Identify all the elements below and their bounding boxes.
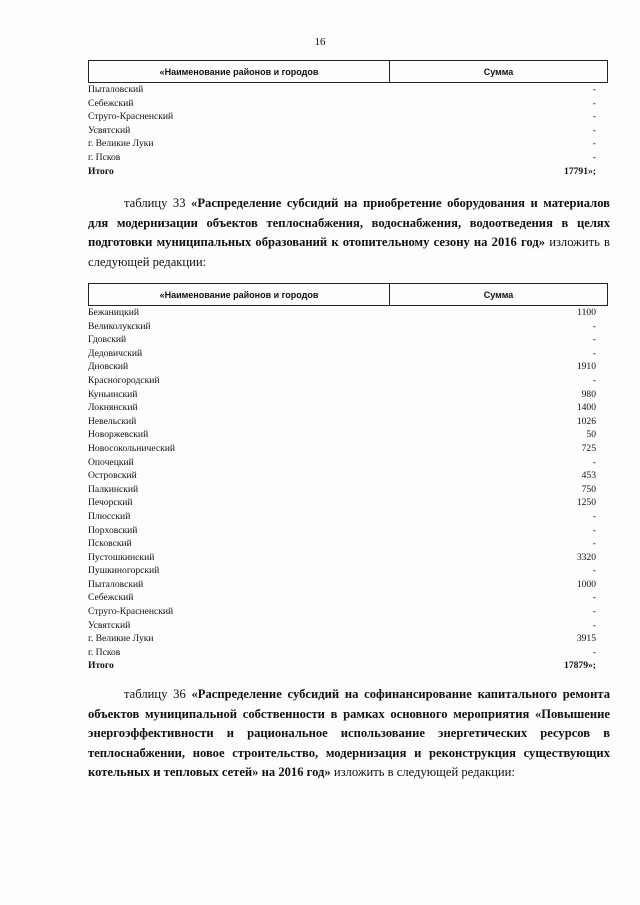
row-district-name: Пыталовский	[88, 84, 144, 95]
row-district-name: Новосокольнический	[88, 442, 176, 454]
table-row	[88, 401, 608, 415]
table-row	[88, 578, 608, 592]
row-sum-value: -	[592, 97, 596, 109]
table-row	[88, 510, 608, 524]
row-district-name: Красногородский	[88, 374, 160, 386]
table-row	[88, 306, 608, 320]
table-row	[88, 151, 608, 165]
table-1-body	[88, 83, 608, 178]
table-row	[88, 632, 608, 646]
table-1-header	[88, 60, 608, 83]
paragraph-table-36	[88, 685, 610, 783]
paragraph-33-suffix: изложить в следующей редакции:	[88, 235, 610, 269]
paragraph-36-title: «Распределение субсидий на софинансирование капитального ремонта объектов муниципальной собственности в рамках основного мероприятия «Повышение энергоэффективности и рациональное использование энергетических ресурсов в теплоснабжении, новое строительство, модернизация и реконструкция существующих котельных и тепловых сетей» на 2016 год»	[88, 687, 610, 779]
row-sum-value: -	[592, 456, 596, 468]
row-sum-value: 50	[586, 429, 596, 441]
row-sum-value: 453	[581, 470, 596, 482]
table-2-header-name: «Наименование районов и городов	[89, 284, 390, 305]
table-2	[88, 283, 608, 673]
row-district-name: Куньинский	[88, 388, 138, 400]
row-district-name: Пыталовский	[88, 578, 144, 590]
row-sum-value: 1250	[576, 497, 596, 509]
row-sum-value: 1000	[576, 578, 596, 590]
row-district-name: Палкинский	[88, 483, 139, 495]
paragraph-36-prefix: таблицу 36	[124, 687, 186, 701]
table-row	[88, 537, 608, 551]
row-district-name: Дедовичский	[88, 347, 143, 359]
row-sum-value: -	[592, 374, 596, 386]
row-sum-value: -	[592, 538, 596, 550]
row-sum-value: -	[592, 124, 596, 136]
row-district-name: Порховский	[88, 524, 138, 536]
row-district-name: Струго-Красненский	[88, 606, 174, 618]
row-district-name: Себежский	[88, 592, 134, 604]
table-row	[88, 374, 608, 388]
row-district-name: Пустошкинский	[88, 551, 155, 563]
table-row	[88, 469, 608, 483]
table-row	[88, 646, 608, 660]
row-district-name: Великолукский	[88, 320, 151, 332]
row-district-name: г. Псков	[88, 646, 121, 658]
row-sum-value: 1100	[577, 307, 596, 318]
row-district-name: г. Великие Луки	[88, 138, 154, 150]
row-sum-value: -	[592, 524, 596, 536]
row-district-name: Плюсский	[88, 510, 131, 522]
row-sum-value: -	[592, 347, 596, 359]
paragraph-table-33	[88, 194, 610, 272]
row-district-name: Невельский	[88, 415, 137, 427]
row-district-name: Усвятский	[88, 124, 131, 136]
total-value: 17879»;	[564, 660, 596, 672]
table-row	[88, 483, 608, 497]
table-row	[88, 415, 608, 429]
row-district-name: Себежский	[88, 97, 134, 109]
table-row	[88, 605, 608, 619]
row-sum-value: -	[592, 151, 596, 163]
page-number: 16	[314, 36, 326, 48]
table-row	[88, 320, 608, 334]
table-1-header-name: «Наименование районов и городов	[89, 61, 390, 82]
row-sum-value: -	[592, 565, 596, 577]
table-row	[88, 456, 608, 470]
row-district-name: Опочецкий	[88, 456, 134, 468]
table-row	[88, 496, 608, 510]
row-district-name: Гдовский	[88, 334, 127, 346]
row-sum-value: -	[592, 138, 596, 150]
table-row	[88, 619, 608, 633]
row-sum-value: 3320	[576, 551, 596, 563]
row-sum-value: 980	[581, 388, 596, 400]
row-sum-value: -	[592, 606, 596, 618]
table-total-row	[88, 165, 608, 179]
table-2-header	[88, 283, 608, 306]
row-sum-value: -	[592, 646, 596, 658]
paragraph-33-prefix: таблицу 33	[124, 196, 186, 210]
table-row	[88, 388, 608, 402]
row-sum-value: -	[592, 592, 596, 604]
row-sum-value: -	[592, 320, 596, 332]
row-district-name: Усвятский	[88, 619, 131, 631]
table-row	[88, 551, 608, 565]
row-sum-value: 1026	[576, 415, 596, 427]
row-sum-value: 725	[581, 442, 596, 454]
table-row	[88, 564, 608, 578]
row-sum-value: -	[592, 84, 596, 95]
table-1	[88, 60, 608, 178]
row-district-name: Дновский	[88, 361, 129, 373]
row-sum-value: -	[592, 111, 596, 123]
table-total-row	[88, 659, 608, 673]
row-district-name: Пушкиногорский	[88, 565, 160, 577]
table-1-header-sum: Сумма	[483, 66, 514, 77]
row-district-name: г. Псков	[88, 151, 121, 163]
table-row	[88, 137, 608, 151]
row-sum-value: 3915	[576, 633, 596, 645]
table-row	[88, 97, 608, 111]
row-district-name: Локнянский	[88, 402, 138, 414]
table-row	[88, 110, 608, 124]
row-district-name: г. Великие Луки	[88, 633, 154, 645]
table-row	[88, 124, 608, 138]
row-sum-value: 1400	[576, 402, 596, 414]
row-sum-value: -	[592, 334, 596, 346]
row-district-name: Печорский	[88, 497, 133, 509]
table-row	[88, 428, 608, 442]
table-2-header-sum: Сумма	[483, 289, 514, 300]
table-row	[88, 83, 608, 97]
table-row	[88, 360, 608, 374]
table-row	[88, 333, 608, 347]
row-sum-value: -	[592, 510, 596, 522]
table-2-body	[88, 306, 608, 673]
row-district-name: Островский	[88, 470, 137, 482]
paragraph-33-title: «Распределение субсидий на приобретение оборудования и материалов для модернизации объектов теплоснабжения, водоснабжения, водоотведения в целях подготовки муниципальных образований к отопительному сезону на 2016 год»	[88, 196, 610, 249]
row-district-name: Новоржевский	[88, 429, 149, 441]
row-sum-value: -	[592, 619, 596, 631]
row-district-name: Струго-Красненский	[88, 111, 174, 123]
paragraph-36-suffix: изложить в следующей редакции:	[333, 765, 515, 779]
row-district-name: Псковский	[88, 538, 132, 550]
total-label: Итого	[88, 165, 114, 177]
row-sum-value: 1910	[576, 361, 596, 373]
table-row	[88, 442, 608, 456]
total-value: 17791»;	[564, 165, 596, 177]
total-label: Итого	[88, 660, 114, 672]
row-district-name: Бежаницкий	[88, 307, 139, 318]
table-row	[88, 591, 608, 605]
table-row	[88, 347, 608, 361]
row-sum-value: 750	[581, 483, 596, 495]
table-row	[88, 524, 608, 538]
